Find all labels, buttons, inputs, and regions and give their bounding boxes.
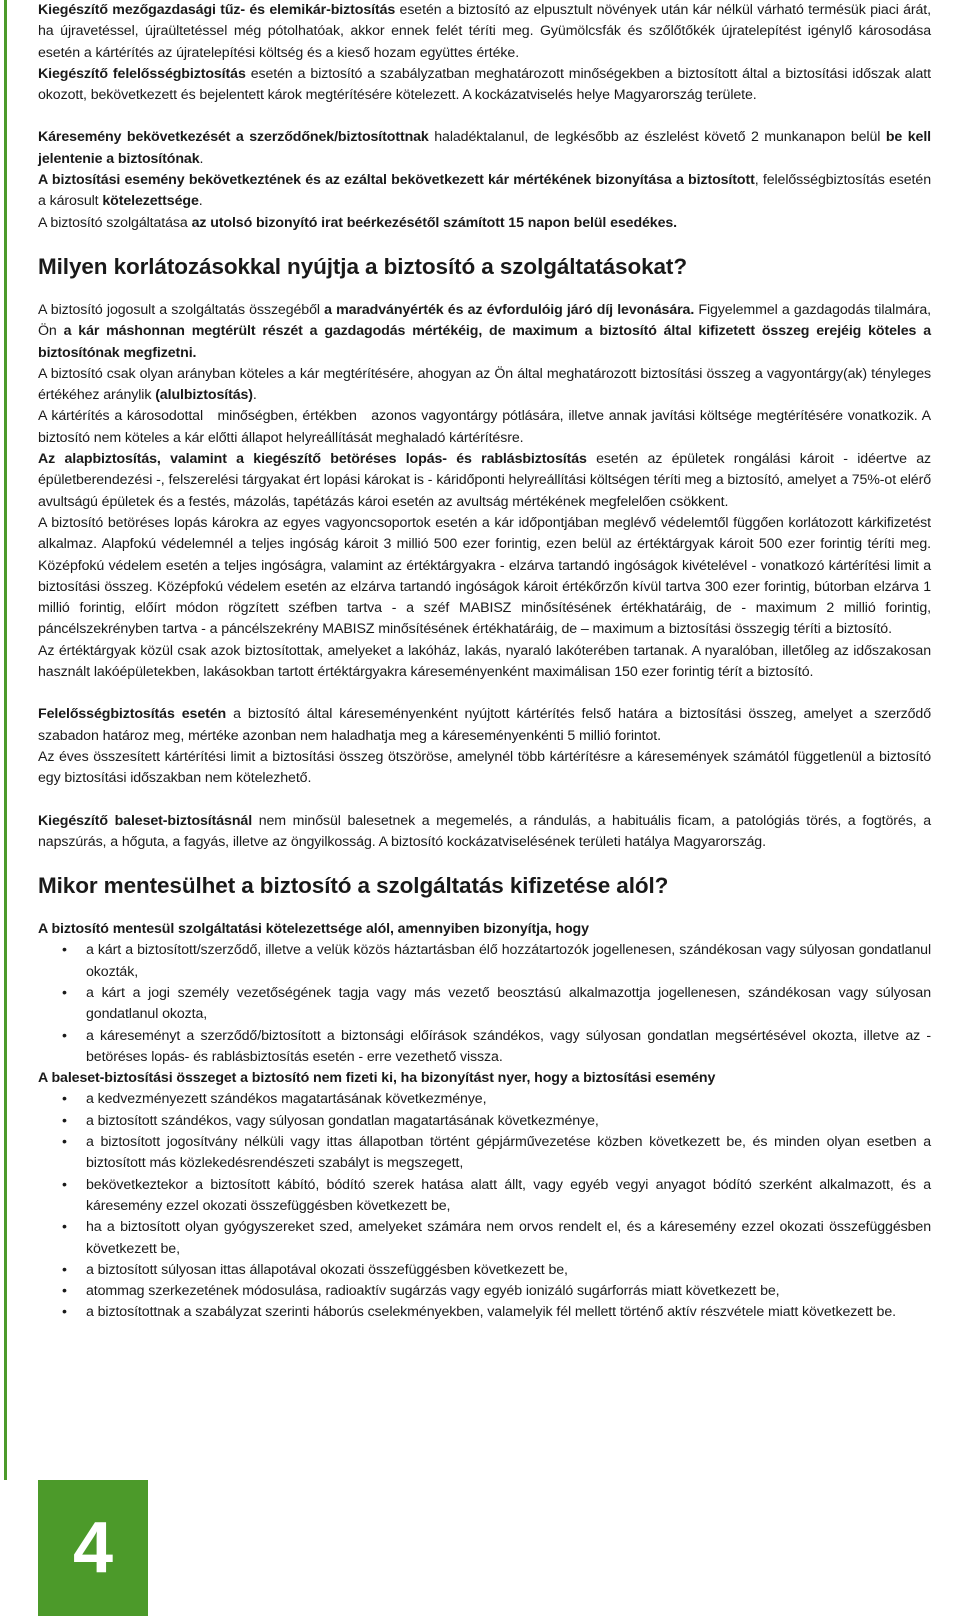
bullet-icon: •: [62, 1027, 67, 1044]
heading-exemptions: Mikor mentesülhet a biztosító a szolgáltatás kifizetése alól?: [38, 873, 669, 899]
paragraph-annual-limit: Az éves összesített kártérítési limit a biztosítási összeg ötszöröse, amelynél több kártérítésre a káresemények számától függetlenül a biztosító egy biztosítási időszakban nem kötelezhető.: [38, 748, 931, 787]
paragraph-underinsurance: A biztosító csak olyan arányban köteles a kár megtérítésére, ahogyan az Ön által meghatározott biztosítási összeg a vagyontárgy(ak) tényleges értékéhez aránylik (alulbiztosítás).: [38, 365, 931, 404]
page-number: 4: [38, 1480, 148, 1616]
paragraph-residual-value: A biztosító jogosult a szolgáltatás összegéből a maradványérték és az évfordulóig járó díj levonására. Figyelemmel a gazdagodás tilalmára, Ön a kár máshonnan megtérült részét a gazdagodás mértékéig, de maximum a biztosító által kifizetett összeg erejéig köteles a biztosítónak megfizetni.: [38, 301, 931, 361]
heading-limitations: Milyen korlátozásokkal nyújtja a biztosító a szolgáltatásokat?: [38, 253, 687, 279]
list-item: • a kedvezményezett szándékos magatartásának következménye,: [38, 1089, 931, 1110]
paragraph-basic-insurance-burglary: Az alapbiztosítás, valamint a kiegészítő betöréses lopás- és rablásbiztosítás esetén az épületek rongálási károit - idéertve az épületberendezési -, felszerelési tárgyakat ért lopási károkat is - káridőponti helyreállítási költségen téríti meg a biztosító, amelyet a 75%-ot elérő avultságú épületek és a festés, mázolás, tapétázás károi esetén az avultság mértékének megfelelően csökkent.: [38, 451, 931, 510]
list-item: • bekövetkeztekor a biztosított kábító, bódító szerek hatása alatt állt, vagy egyéb vegyi anyagot bódító szerként alkalmazott, és a káresemény ezzel okozati összefüggésben következett be,: [62, 1176, 931, 1214]
bullet-icon: •: [62, 1283, 67, 1300]
list-item: • a kárt a biztosított/szerződő, illetve a velük közös háztartásban élő hozzátartozók jogellenesen, szándékosan vagy súlyosan gondatlanul okozták,: [62, 942, 931, 980]
paragraph-replacement: A kártérítés a károsodottal minőségben, értékben azonos vagyontárgy pótlására, illetve annak javítási költsége megtérítésére vonatkozik. A biztosító nem köteles a kár előtti állapot helyreállítását meghaladó kártérítésre.: [38, 408, 931, 446]
bullet-icon: •: [62, 942, 67, 959]
paragraph-supplementary-agri-insurance: Kiegészítő mezőgazdasági tűz- és elemikár-biztosítás esetén a biztosító az elpusztult növények után kár nélkül várható termésük piaci árát, ha újravetéssel, újraültetéssel még pótolhatóak, akkor ennek felét téríti meg. Gyümölcsfák és szőlőtőkék újratelepítést igénylő károsodása esetén a kártérítés az újratelepítési költség és a kieső hozam együttes értéke.: [38, 2, 931, 61]
paragraph-valuables: Az értéktárgyak közül csak azok biztosítottak, amelyeket a lakóház, lakás, nyaraló lakóterében tartanak. A nyaralóban, illetőleg az időszakosan használt lakóépületekben, lakásokban tartott értéktárgyakra káreseményenként maximálisan 150 ezer forintig térít a biztosító.: [38, 642, 931, 681]
left-accent-rule: [4, 0, 7, 1480]
list-item: • a biztosított szándékos, vagy súlyosan gondatlan magatartásának következménye,: [38, 1111, 931, 1132]
bullet-icon: •: [62, 1134, 67, 1151]
paragraph-claim-reporting: Káresemény bekövetkezését a szerződőnek/biztosítottnak haladéktalanul, de legkésőbb az észlelést követő 2 munkanapon belül be kell jelentenie a biztosítónak.: [38, 129, 932, 167]
paragraph-burglary-limits: A biztosító betöréses lopás károkra az egyes vagyoncsoportok esetén a kár időpontjában meglévő védelemtől függően korlátozott kárkifizetést alkalmaz. Alapfokú védelemnél a teljes ingóság károit 3 millió 500 ezer forintig, ezen belül az értéktárgyak károit 500 ezer forintig téríti meg. Középfokú védelem esetén a teljes ingóságra, valamint az értéktárgyakra - elzárva tartandó ingóságok kivételével - vonatkozó kártérítési limit a biztosítási összeg. Középfokú védelem esetén az elzárva tartandó ingóságok károit értékőrzőn kívül tartva 300 ezer forintig, bútorban elzárva 1 millió forintig, előírt módon rögzített széfben tartva - a széf MABISZ minősítésének értékhatáráig, de - maximum 2 millió forintig, páncélszekrényben tartva - a páncélszekrény MABISZ minősítésének értékhatáráig, de – maximum a biztosítási összegig téríti a biztosító.: [38, 514, 931, 638]
paragraph-payment-due: A biztosító szolgáltatása az utolsó bizonyító irat beérkezésétől számított 15 napon belül esedékes.: [38, 214, 678, 231]
list-intro-exemption: A biztosító mentesül szolgáltatási kötelezettsége alól, amennyiben bizonyítja, hogy: [38, 921, 589, 938]
document-body: [38, 0, 931, 1324]
bullet-icon: •: [62, 1219, 67, 1236]
exemption-list: [38, 940, 931, 1068]
paragraph-accident-exclusions: Kiegészítő baleset-biztosításnál nem minősül balesetnek a megemelés, a rándulás, a habituális ficam, a patológiás törés, a fogtörés, a napszúrás, a hőguta, a fagyás, illetve az öngyilkosság. A biztosító kockázatviselésének területi hatálya Magyarország.: [38, 812, 931, 850]
bullet-icon: •: [62, 1112, 67, 1129]
accident-exclusion-list: [38, 1089, 931, 1323]
bullet-icon: •: [62, 1304, 67, 1321]
paragraph-liability-limit: Felelősségbiztosítás esetén a biztosító által káreseményenként nyújtott kártérítés felső határa a biztosítási összeg, amelyet a szerződő szabadon határoz meg, mértéke azonban nem haladhatja meg a káreseményenkénti 5 millió forintot.: [38, 706, 931, 744]
bullet-icon: •: [62, 1091, 67, 1108]
paragraph-supplementary-liability: Kiegészítő felelősségbiztosítás esetén a biztosító a szabályzatban meghatározott minőségekben a biztosított által a biztosítási időszak alatt okozott, bekövetkezett és bejelentett károk megtérítésére kötelezett. A kockázatviselés helye Magyarország területe.: [38, 65, 931, 104]
list-item: • a biztosítottnak a szabályzat szerinti háborús cselekményekben, valamelyik fél mellett történő aktív részvétele miatt következett be.: [38, 1302, 931, 1323]
list-item: • a káreseményt a szerződő/biztosított a biztonsági előírások szándékos, vagy súlyosan gondatlan megsértésével okozta, illetve az - betöréses lopás- és rablásbiztosítás esetén - erre vezethető vissza.: [62, 1027, 931, 1065]
list-intro-accident: A baleset-biztosítási összeget a biztosító nem fizeti ki, ha bizonyítást nyer, hogy a biztosítási esemény: [38, 1070, 716, 1087]
paragraph-burden-of-proof: A biztosítási esemény bekövetkeztének és az ezáltal bekövetkezett kár mértékének bizonyítása a biztosított, felelősségbiztosítás esetén a károsult kötelezettsége.: [38, 172, 931, 210]
bullet-icon: •: [62, 1176, 67, 1193]
list-item: • atommag szerkezetének módosulása, radioaktív sugárzás vagy egyéb ionizáló sugárforrás miatt következett be,: [38, 1281, 931, 1302]
list-item: • ha a biztosított olyan gyógyszereket szed, amelyeket számára nem orvos rendelt el, és a káresemény ezzel okozati összefüggésben következett be,: [62, 1219, 931, 1257]
list-item: • a biztosított súlyosan ittas állapotával okozati összefüggésben következett be,: [38, 1260, 931, 1281]
list-item: • a kárt a jogi személy vezetőségének tagja vagy más vezető beosztású alkalmazottja jogellenesen, szándékosan vagy súlyosan gondatlanul okozta,: [62, 984, 931, 1023]
bullet-icon: •: [62, 1261, 67, 1278]
list-item: • a biztosított jogosítvány nélküli vagy ittas állapotban történt gépjárművezetése közben következett be, és minden olyan esetben a biztosított más közlekedésrendészeti szabályt is megszegett,: [62, 1134, 931, 1172]
bullet-icon: •: [62, 984, 67, 1001]
